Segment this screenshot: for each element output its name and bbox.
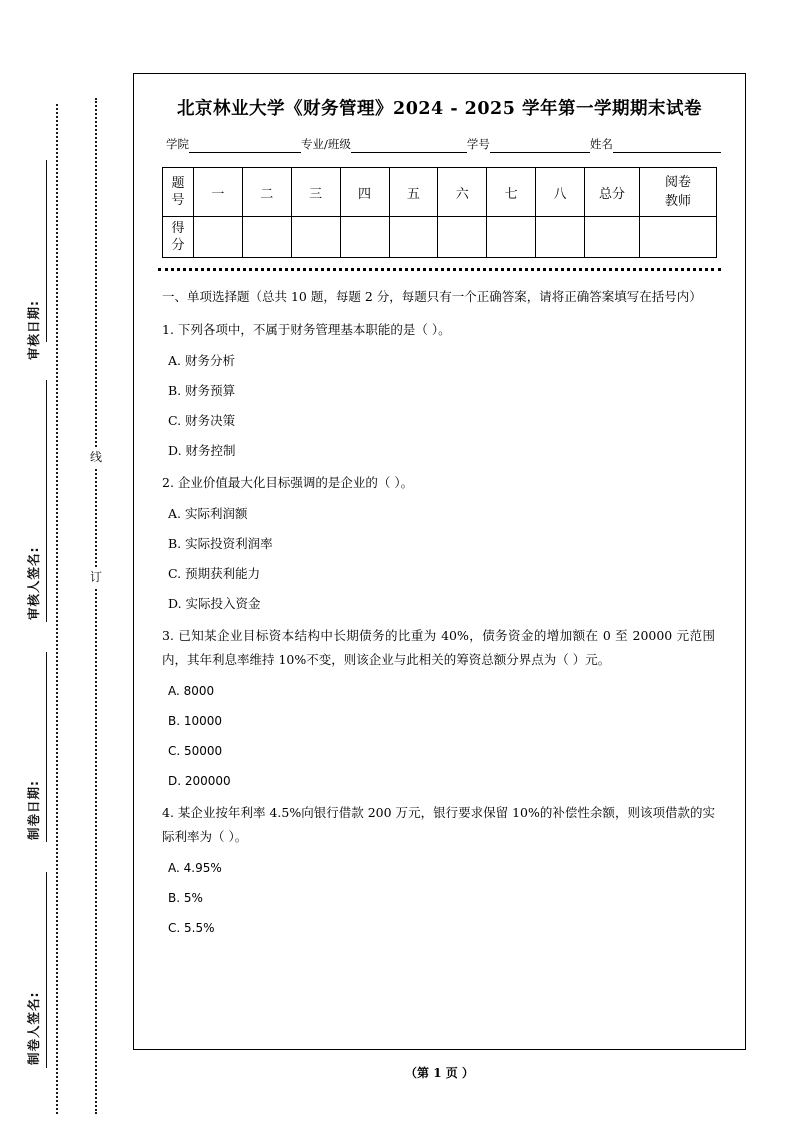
name-input[interactable] (613, 139, 721, 153)
column-header-3: 三 (291, 168, 340, 217)
prepare-date-label: 制卷日期: (26, 780, 41, 840)
column-header-6: 六 (438, 168, 487, 217)
option-2-d[interactable]: D. 实际投入资金 (168, 596, 261, 611)
row-header-question-number (163, 168, 194, 217)
page-footer: （第 1 页 ） (405, 1066, 474, 1080)
score-cell-6[interactable] (438, 217, 487, 258)
column-header-2: 二 (242, 168, 291, 217)
review-date-rule (46, 160, 47, 342)
preparer-signature-rule (46, 872, 47, 1068)
score-cell-5[interactable] (389, 217, 438, 258)
score-table-score-row (163, 217, 717, 258)
option-3-b[interactable]: B. 10000 (168, 714, 223, 728)
review-date-label: 审核日期: (26, 300, 41, 360)
option-4-c[interactable]: C. 5.5% (168, 921, 215, 935)
binding-char-line: 线 (86, 447, 106, 468)
binding-char-staple: 订 (86, 567, 106, 588)
column-header-total: 总分 (585, 168, 640, 217)
option-2-c[interactable]: C. 预期获利能力 (168, 566, 261, 581)
preparer-signature-label: 制卷人签名: (26, 991, 41, 1065)
column-header-8: 八 (536, 168, 585, 217)
prepare-date-rule (46, 652, 47, 842)
option-1-a[interactable]: A. 财务分析 (168, 353, 235, 368)
name-label: 姓名 (589, 137, 613, 151)
column-header-teacher (640, 168, 717, 217)
score-cell-8[interactable] (536, 217, 585, 258)
column-header-1: 一 (194, 168, 243, 217)
option-1-d[interactable]: D. 财务控制 (168, 443, 236, 458)
teacher-label-char-2: 教师 (664, 194, 691, 209)
major-class-input[interactable] (351, 139, 467, 153)
section-separator-dotted (158, 268, 721, 271)
score-cell-total[interactable] (585, 217, 640, 258)
reviewer-signature-label: 审核人签名: (26, 546, 41, 620)
row-header-question-char-2: 号 (171, 193, 185, 208)
score-cell-teacher[interactable] (640, 217, 717, 258)
column-header-5: 五 (389, 168, 438, 217)
question-text-3: 3. 已知某企业目标资本结构中长期债务的比重为 40%，债务资金的增加额在 0 至 20000 元范围内，其年利息率维持 10%不变，则该企业与此相关的筹资总额分界点为（ ）元。 (162, 628, 715, 667)
exam-paper-content (134, 74, 745, 939)
option-4-a[interactable]: A. 4.95% (168, 861, 222, 875)
row-header-score-char-1: 得 (171, 221, 185, 236)
score-table-wrapper (162, 167, 717, 258)
score-cell-3[interactable] (291, 217, 340, 258)
option-3-d[interactable]: D. 200000 (168, 774, 231, 788)
option-3-a[interactable]: A. 8000 (168, 684, 215, 698)
option-1-b[interactable]: B. 财务预算 (168, 383, 236, 398)
option-2-a[interactable]: A. 实际利润额 (168, 506, 248, 521)
column-header-4: 四 (340, 168, 389, 217)
question-text-1: 1. 下列各项中，不属于财务管理基本职能的是（ ）。 (162, 322, 451, 337)
score-table (162, 167, 717, 258)
column-header-7: 七 (487, 168, 536, 217)
page-title: 北京林业大学《财务管理》2024 - 2025 学年第一学期期末试卷 (177, 99, 702, 119)
score-cell-2[interactable] (242, 217, 291, 258)
student-id-input[interactable] (490, 139, 590, 153)
college-label: 学院 (166, 137, 189, 151)
option-1-c[interactable]: C. 财务决策 (168, 413, 236, 428)
row-header-score (163, 217, 194, 258)
major-class-label: 专业/班级 (301, 137, 351, 151)
option-4-b[interactable]: B. 5% (168, 891, 203, 905)
student-id-label: 学号 (466, 137, 490, 151)
score-cell-1[interactable] (194, 217, 243, 258)
teacher-label-char-1: 阅卷 (664, 175, 691, 190)
question-text-4: 4. 某企业按年利率 4.5%向银行借款 200 万元，银行要求保留 10%的补偿性余额，则该项借款的实际利率为（ ）。 (162, 805, 715, 844)
score-cell-7[interactable] (487, 217, 536, 258)
row-header-question-char-1: 题 (171, 176, 185, 191)
score-table-header-row (163, 168, 717, 217)
student-info-row (166, 136, 721, 153)
section-heading: 一、单项选择题（总共 10 题，每题 2 分，每题只有一个正确答案，请将正确答案填写在括号内） (162, 289, 702, 304)
binding-dotted-line-outer (56, 104, 58, 1114)
row-header-score-char-2: 分 (171, 238, 185, 253)
question-text-2: 2. 企业价值最大化目标强调的是企业的（ ）。 (162, 475, 414, 490)
score-table-body (163, 168, 717, 258)
score-cell-4[interactable] (340, 217, 389, 258)
binding-margin-strip (0, 0, 133, 1122)
reviewer-signature-rule (46, 380, 47, 622)
option-2-b[interactable]: B. 实际投资利润率 (168, 536, 273, 551)
option-3-c[interactable]: C. 50000 (168, 744, 223, 758)
exam-body (162, 285, 715, 939)
binding-dotted-line-inner (95, 98, 97, 1114)
college-input[interactable] (189, 139, 301, 153)
exam-paper-border (133, 73, 746, 1050)
